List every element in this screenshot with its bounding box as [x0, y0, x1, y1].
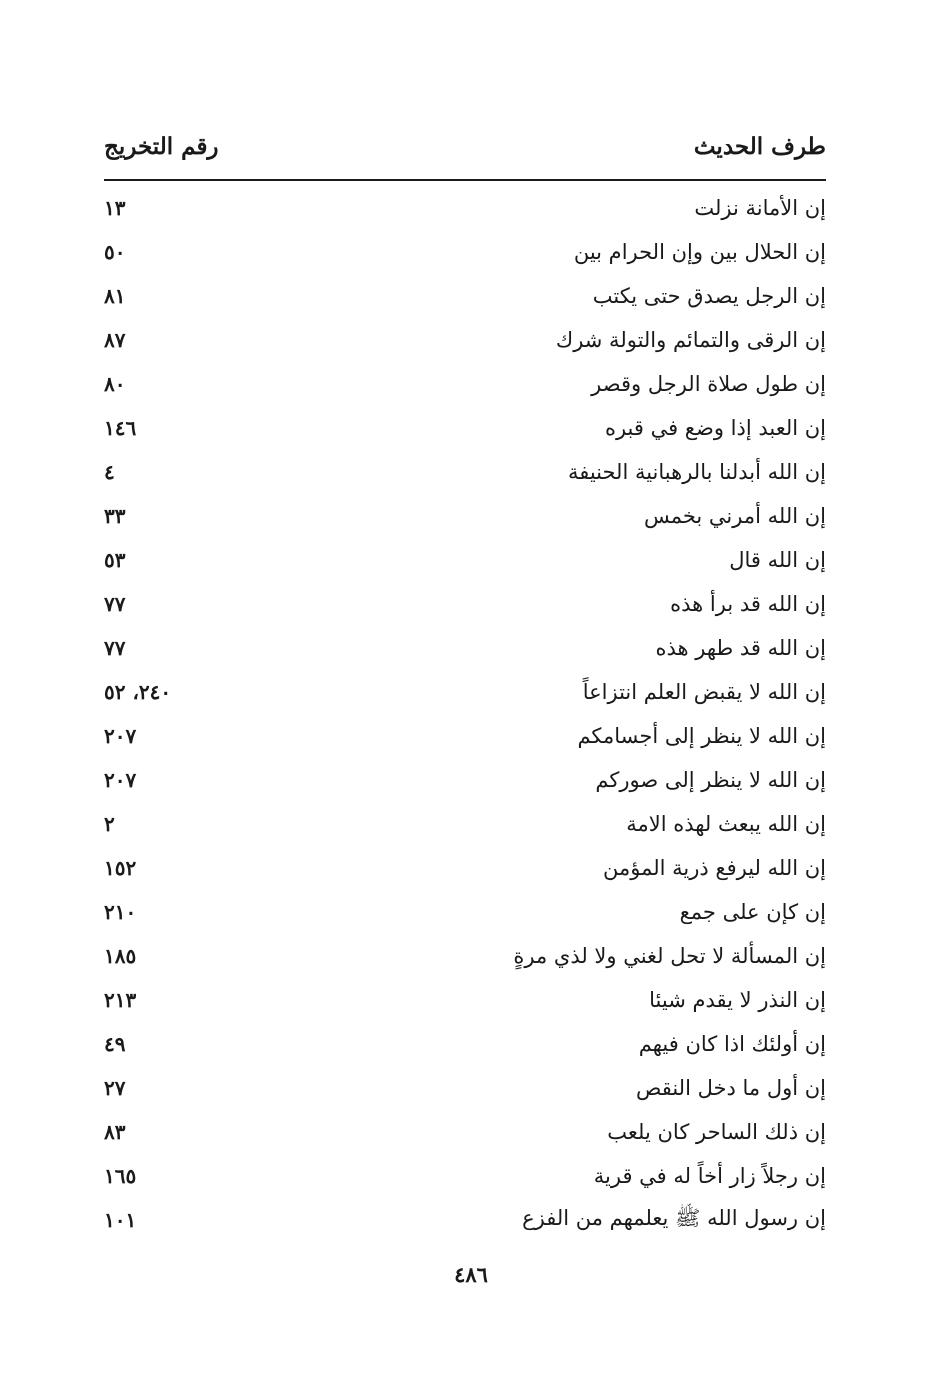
hadith-reference-number: ٨١ — [104, 284, 126, 308]
table-row — [104, 230, 826, 274]
page-number: ٤٨٦ — [454, 1262, 488, 1287]
hadith-reference-number: ١٣ — [104, 196, 126, 220]
table-row — [104, 274, 826, 318]
hadith-reference-number: ٨٧ — [104, 328, 126, 352]
hadith-opening-text: إن الله أبدلنا بالرهبانية الحنيفة — [567, 460, 826, 484]
table-row — [104, 890, 826, 934]
hadith-opening-text: إن أول ما دخل النقص — [636, 1076, 826, 1100]
hadith-opening-text: إن الله أمرني بخمس — [643, 504, 826, 528]
hadith-reference-number: ٢٧ — [104, 1076, 126, 1100]
hadith-reference-number: ٤٩ — [104, 1032, 126, 1056]
table-row — [104, 186, 826, 230]
hadith-opening-text: إن رجلاً زار أخاً له في قرية — [593, 1164, 826, 1188]
table-row — [104, 1110, 826, 1154]
hadith-opening-text: إن الله لا يقبض العلم انتزاعاً — [582, 680, 826, 704]
table-row — [104, 758, 826, 802]
hadith-reference-number: ٨٠ — [104, 372, 126, 396]
table-row — [104, 362, 826, 406]
hadith-reference-number: ١٥٢ — [104, 856, 137, 880]
table-row — [104, 670, 826, 714]
hadith-opening-text: إن رسول الله ﷺ يعلمهم من الفزع — [522, 1205, 826, 1230]
hadith-reference-number: ٤ — [104, 460, 115, 484]
hadith-reference-number: ١٤٦ — [104, 416, 137, 440]
hadith-reference-number: ٢٠٧ — [104, 768, 137, 792]
hadith-opening-text: إن الله يبعث لهذه الامة — [626, 812, 826, 836]
hadith-reference-number: ٢١٣ — [104, 988, 137, 1012]
hadith-opening-text: إن الحلال بين وإن الحرام بين — [573, 240, 826, 264]
table-row — [104, 582, 826, 626]
hadith-opening-text: إن ذلك الساحر كان يلعب — [607, 1120, 826, 1144]
hadith-reference-number: ٨٣ — [104, 1120, 126, 1144]
hadith-opening-text: إن النذر لا يقدم شيئا — [649, 988, 826, 1012]
table-row — [104, 1066, 826, 1110]
table-row — [104, 978, 826, 1022]
hadith-opening-text: إن الله لا ينظر إلى أجسامكم — [577, 724, 826, 748]
hadith-reference-number: ٥٠ — [104, 240, 126, 264]
hadith-opening-text: إن الأمانة نزلت — [694, 196, 826, 220]
table-row — [104, 450, 826, 494]
table-row — [104, 318, 826, 362]
hadith-opening-text: إن الله قد طهر هذه — [655, 636, 826, 660]
hadith-reference-number: ٢ — [104, 812, 115, 836]
table-row — [104, 1022, 826, 1066]
hadith-reference-number: ١٦٥ — [104, 1164, 137, 1188]
table-row — [104, 538, 826, 582]
hadith-opening-text: إن الرجل يصدق حتى يكتب — [592, 284, 826, 308]
table-row — [104, 494, 826, 538]
hadith-reference-number: ٧٧ — [104, 636, 126, 660]
header-divider — [104, 179, 826, 181]
hadith-opening-text: إن العبد إذا وضع في قبره — [604, 416, 826, 440]
hadith-opening-text: إن الله قال — [729, 548, 826, 572]
hadith-opening-text: إن المسألة لا تحل لغني ولا لذي مرةٍ — [513, 944, 826, 968]
table-row — [104, 802, 826, 846]
table-row — [104, 714, 826, 758]
hadith-reference-number: ١٨٥ — [104, 944, 137, 968]
table-header — [104, 122, 826, 170]
table-row — [104, 1154, 826, 1198]
hadith-reference-number: ٧٧ — [104, 592, 126, 616]
table-row — [104, 406, 826, 450]
hadith-reference-number: ١٠١ — [104, 1208, 137, 1232]
table-row — [104, 1198, 826, 1242]
hadith-reference-number: ٢٤٠، ٥٢ — [104, 680, 172, 704]
hadith-opening-text: إن الرقى والتمائم والتولة شرك — [555, 328, 826, 352]
hadith-opening-text: إن الله قد برأ هذه — [670, 592, 826, 616]
hadith-opening-text: إن الله ليرفع ذرية المؤمن — [603, 856, 826, 880]
hadith-reference-number: ٣٣ — [104, 504, 126, 528]
hadith-column-header: طرف الحديث — [693, 132, 826, 160]
hadith-opening-text: إن أولئك اذا كان فيهم — [638, 1032, 826, 1056]
index-table — [104, 186, 826, 1242]
hadith-opening-text: إن كإن على جمع — [679, 900, 826, 924]
hadith-opening-text: إن طول صلاة الرجل وقصر — [591, 372, 826, 396]
hadith-opening-text: إن الله لا ينظر إلى صوركم — [595, 768, 826, 792]
table-row — [104, 934, 826, 978]
table-row — [104, 626, 826, 670]
table-row — [104, 846, 826, 890]
hadith-reference-number: ٥٣ — [104, 548, 126, 572]
number-column-header: رقم التخريج — [104, 132, 219, 160]
hadith-reference-number: ٢١٠ — [104, 900, 137, 924]
hadith-reference-number: ٢٠٧ — [104, 724, 137, 748]
